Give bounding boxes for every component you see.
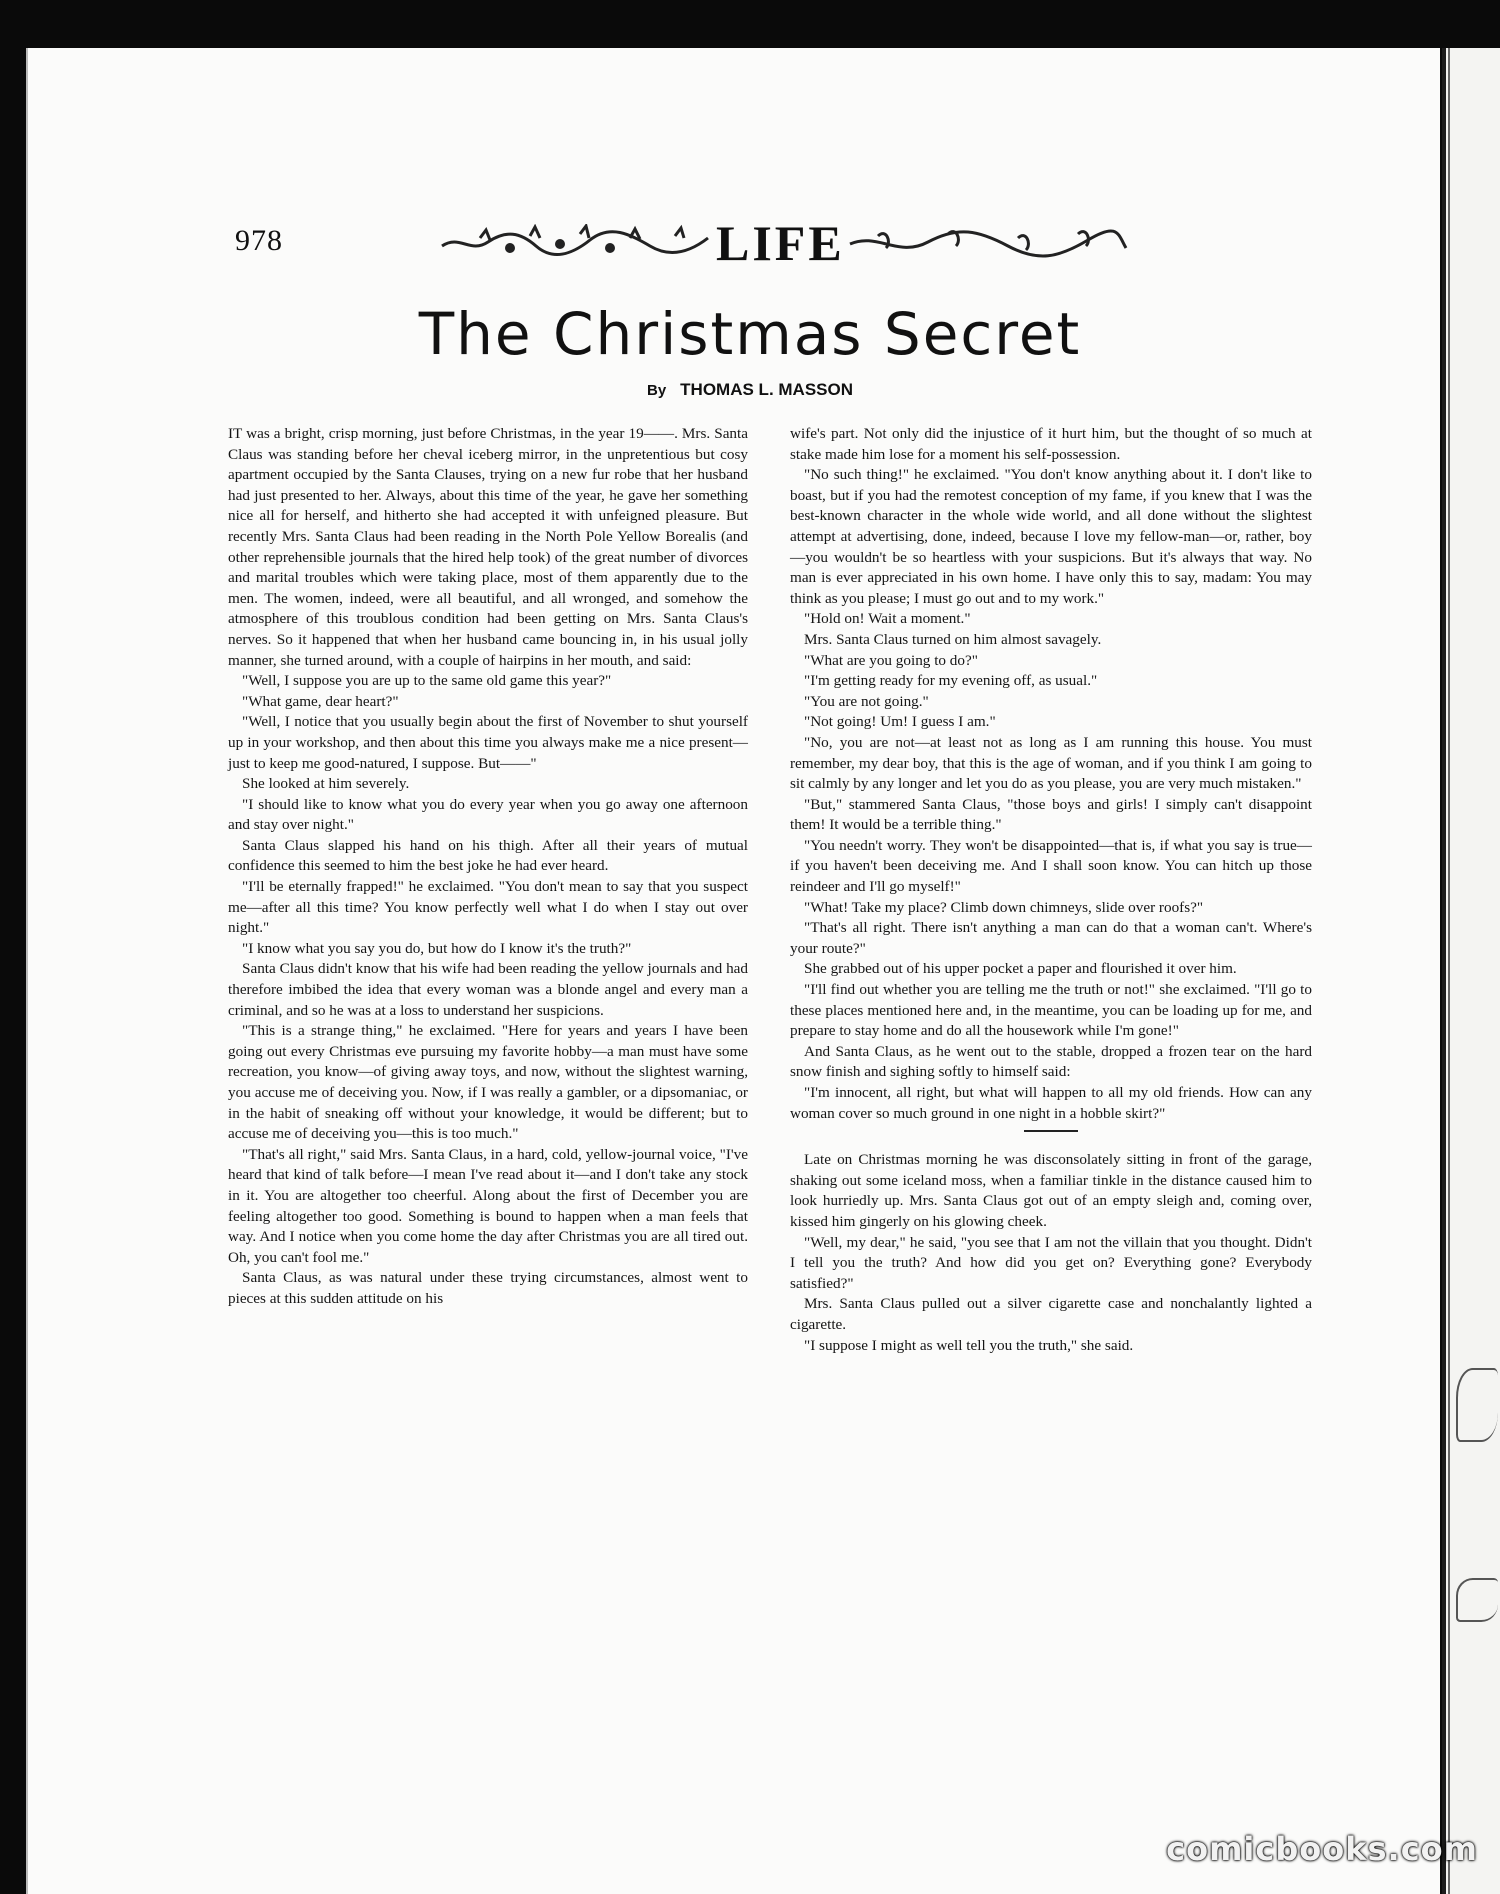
- masthead-title: LIFE: [716, 215, 845, 271]
- paragraph: Santa Claus didn't know that his wife had been reading the yellow journals and had therefore imbibed the idea that every woman was a blonde angel and every man a criminal, and so he was at a loss to understand her suspicions.: [228, 960, 748, 1019]
- paragraph: She looked at him severely.: [242, 775, 410, 793]
- paragraph: "I should like to know what you do every year when you go away one afternoon and stay over night.": [228, 795, 748, 834]
- paragraph: "No, you are not—at least not as long as I am running this house. You must remember, my dear boy, that this is the age of woman, and if you think I am going to sit calmly by any longer and let you do as you please, you are very much mistaken.": [790, 733, 1312, 793]
- paragraph: "I'm getting ready for my evening off, as usual.": [804, 672, 1098, 690]
- page-number: 978: [235, 224, 283, 257]
- author-name: THOMAS L. MASSON: [680, 380, 854, 399]
- paragraph: "I know what you say you do, but how do I know it's the truth?": [242, 939, 632, 957]
- article-column-left: [228, 424, 748, 1310]
- paragraph: "Well, I suppose you are up to the same old game this year?": [242, 672, 612, 690]
- masthead-ornament-left: [440, 224, 710, 264]
- paragraph: Santa Claus slapped his hand on his thigh. After all their years of mutual confidence this seemed to him the best joke he had ever heard.: [228, 836, 748, 875]
- paragraph: "This is a strange thing," he exclaimed. "Here for years and years I have been going out every Christmas eve pursuing my favorite hobby—a man must have some recreation, you know—of giving away toys, and now, without the slightest warning, you accuse me of deceiving you. Now, if I was really a gambler, or a dipsomaniac, or in the habit of sneaking off without your knowledge, it would be different; but to accuse me of deceiving you—this is too much.": [228, 1022, 748, 1143]
- paragraph: "What game, dear heart?": [242, 692, 399, 710]
- byline-prefix: By: [646, 382, 667, 399]
- adjacent-page-illustration: [1456, 1578, 1498, 1622]
- paragraph: "I'll find out whether you are telling me the truth or not!" she exclaimed. "I'll go to these places mentioned here and, in the meantime, you can be loading up for me, and prepare to stay home and do all the housework while I'm gone!": [790, 981, 1312, 1040]
- paragraph: She grabbed out of his upper pocket a paper and flourished it over him.: [804, 960, 1237, 978]
- paragraph: "Well, I notice that you usually begin about the first of November to shut yourself up in your workshop, and then about this time you always make me a nice present—just to keep me good-natured, I suppose. But——": [228, 713, 748, 772]
- paragraph: "That's all right. There isn't anything a man can do that a woman can't. Where's your route?": [790, 919, 1312, 957]
- section-divider: [1024, 1130, 1078, 1132]
- paragraph: "I suppose I might as well tell you the truth," she said.: [804, 1336, 1134, 1354]
- paragraph: "Well, my dear," he said, "you see that I am not the villain that you thought. Didn't I tell you the truth? And how did you get on? Everything gone? Everybody satisfied?": [790, 1233, 1312, 1292]
- paragraph: "No such thing!" he exclaimed. "You don't know anything about it. I don't like to boast, but if you had the remotest conception of my fame, if you knew that I was the best-known character in the whole wide world, and all done without the slightest attempt at advertising, done, indeed, because I love my fellow-man—or, rather, boy—you wouldn't be so heartless with your suspicions. But it's always that way. No man is ever appreciated in his own home. I have only this to say, madam: You may think as you please; I must go out and to my work.": [790, 466, 1312, 607]
- paragraph: wife's part. Not only did the injustice of it hurt him, but the thought of so much at stake made him lose for a moment his self-possession.: [790, 425, 1312, 463]
- masthead: [440, 214, 1120, 274]
- paragraph: "What! Take my place? Climb down chimneys, slide over roofs?": [804, 898, 1204, 916]
- masthead-ornament-right: [848, 224, 1128, 264]
- paragraph: "I'm innocent, all right, but what will happen to all my old friends. How can any woman cover so much ground in one night in a hobble skirt?": [790, 1084, 1312, 1122]
- paragraph: "Hold on! Wait a moment.": [804, 610, 971, 628]
- paragraph: "But," stammered Santa Claus, "those boys and girls! I simply can't disappoint them! It would be a terrible thing.": [790, 795, 1312, 834]
- paragraph: Santa Claus, as was natural under these trying circumstances, almost went to pieces at this sudden attitude on his: [228, 1269, 748, 1307]
- paragraph: Late on Christmas morning he was disconsolately sitting in front of the garage, shaking out some iceland moss, when a familiar tinkle in the distance caused him to look hurriedly up. Mrs. Santa Claus got out of an empty sleigh and, coming over, kissed him gingerly on his glowing cheek.: [790, 1151, 1312, 1230]
- paragraph: Mrs. Santa Claus turned on him almost savagely.: [804, 630, 1102, 648]
- paragraph: "What are you going to do?": [804, 651, 978, 669]
- article-column-right: [790, 424, 1312, 1356]
- paragraph: Mrs. Santa Claus pulled out a silver cigarette case and nonchalantly lighted a cigarette.: [790, 1295, 1312, 1333]
- adjacent-page-illustration: [1456, 1368, 1498, 1442]
- paragraph: "I'll be eternally frapped!" he exclaimed. "You don't mean to say that you suspect me—after all this time? You know perfectly well what I do when I stay out over night.": [228, 878, 748, 937]
- paragraph: "You are not going.": [804, 692, 929, 710]
- paragraph: And Santa Claus, as he went out to the stable, dropped a frozen tear on the hard snow finish and sighing softly to himself said:: [790, 1042, 1312, 1081]
- paragraph: IT was a bright, crisp morning, just before Christmas, in the year 19——. Mrs. Santa Claus was standing before her cheval iceberg mirror, in the unpretentious but cosy apartment occupied by the Santa Clauses, trying on a new fur robe that her husband had just presented to her. Always, about this time of the year, he gave her something nice all for herself, and hitherto she had accepted it with unfeigned pleasure. But recently Mrs. Santa Claus had been reading in the North Pole Yellow Borealis (and other reprehensible journals that the hired help took) of the great number of divorces and marital troubles which were taking place, most of them apparently due to the men. The women, indeed, were all beautiful, and all wronged, and somehow the atmosphere of this troublous condition had been getting on Mrs. Santa Claus's nerves. So it happened that when her husband came bouncing in, in his usual jolly manner, she turned around, with a couple of hairpins in her mouth, and said:: [228, 425, 748, 669]
- paragraph: "Not going! Um! I guess I am.": [804, 713, 996, 731]
- byline: [0, 380, 1500, 400]
- paragraph: "You needn't worry. They won't be disappointed—that is, if what you say is true—if you haven't been deceiving me. And I shall soon know. You can hitch up those reindeer and I'll go myself!": [790, 836, 1312, 896]
- site-watermark: comicbooks.com: [1166, 1830, 1478, 1868]
- paragraph: "That's all right," said Mrs. Santa Claus, in a hard, cold, yellow-journal voice, "I've heard that kind of talk before—I mean I've read about it—and I don't take any stock in it. You are altogether too cheerful. Along about the first of December you are feeling altogether too good. Something is bound to happen when a man feels that way. And I notice when you come home the day after Christmas you are all tired out. Oh, you can't fool me.": [228, 1145, 748, 1266]
- article-title: The Christmas Secret: [418, 300, 1082, 368]
